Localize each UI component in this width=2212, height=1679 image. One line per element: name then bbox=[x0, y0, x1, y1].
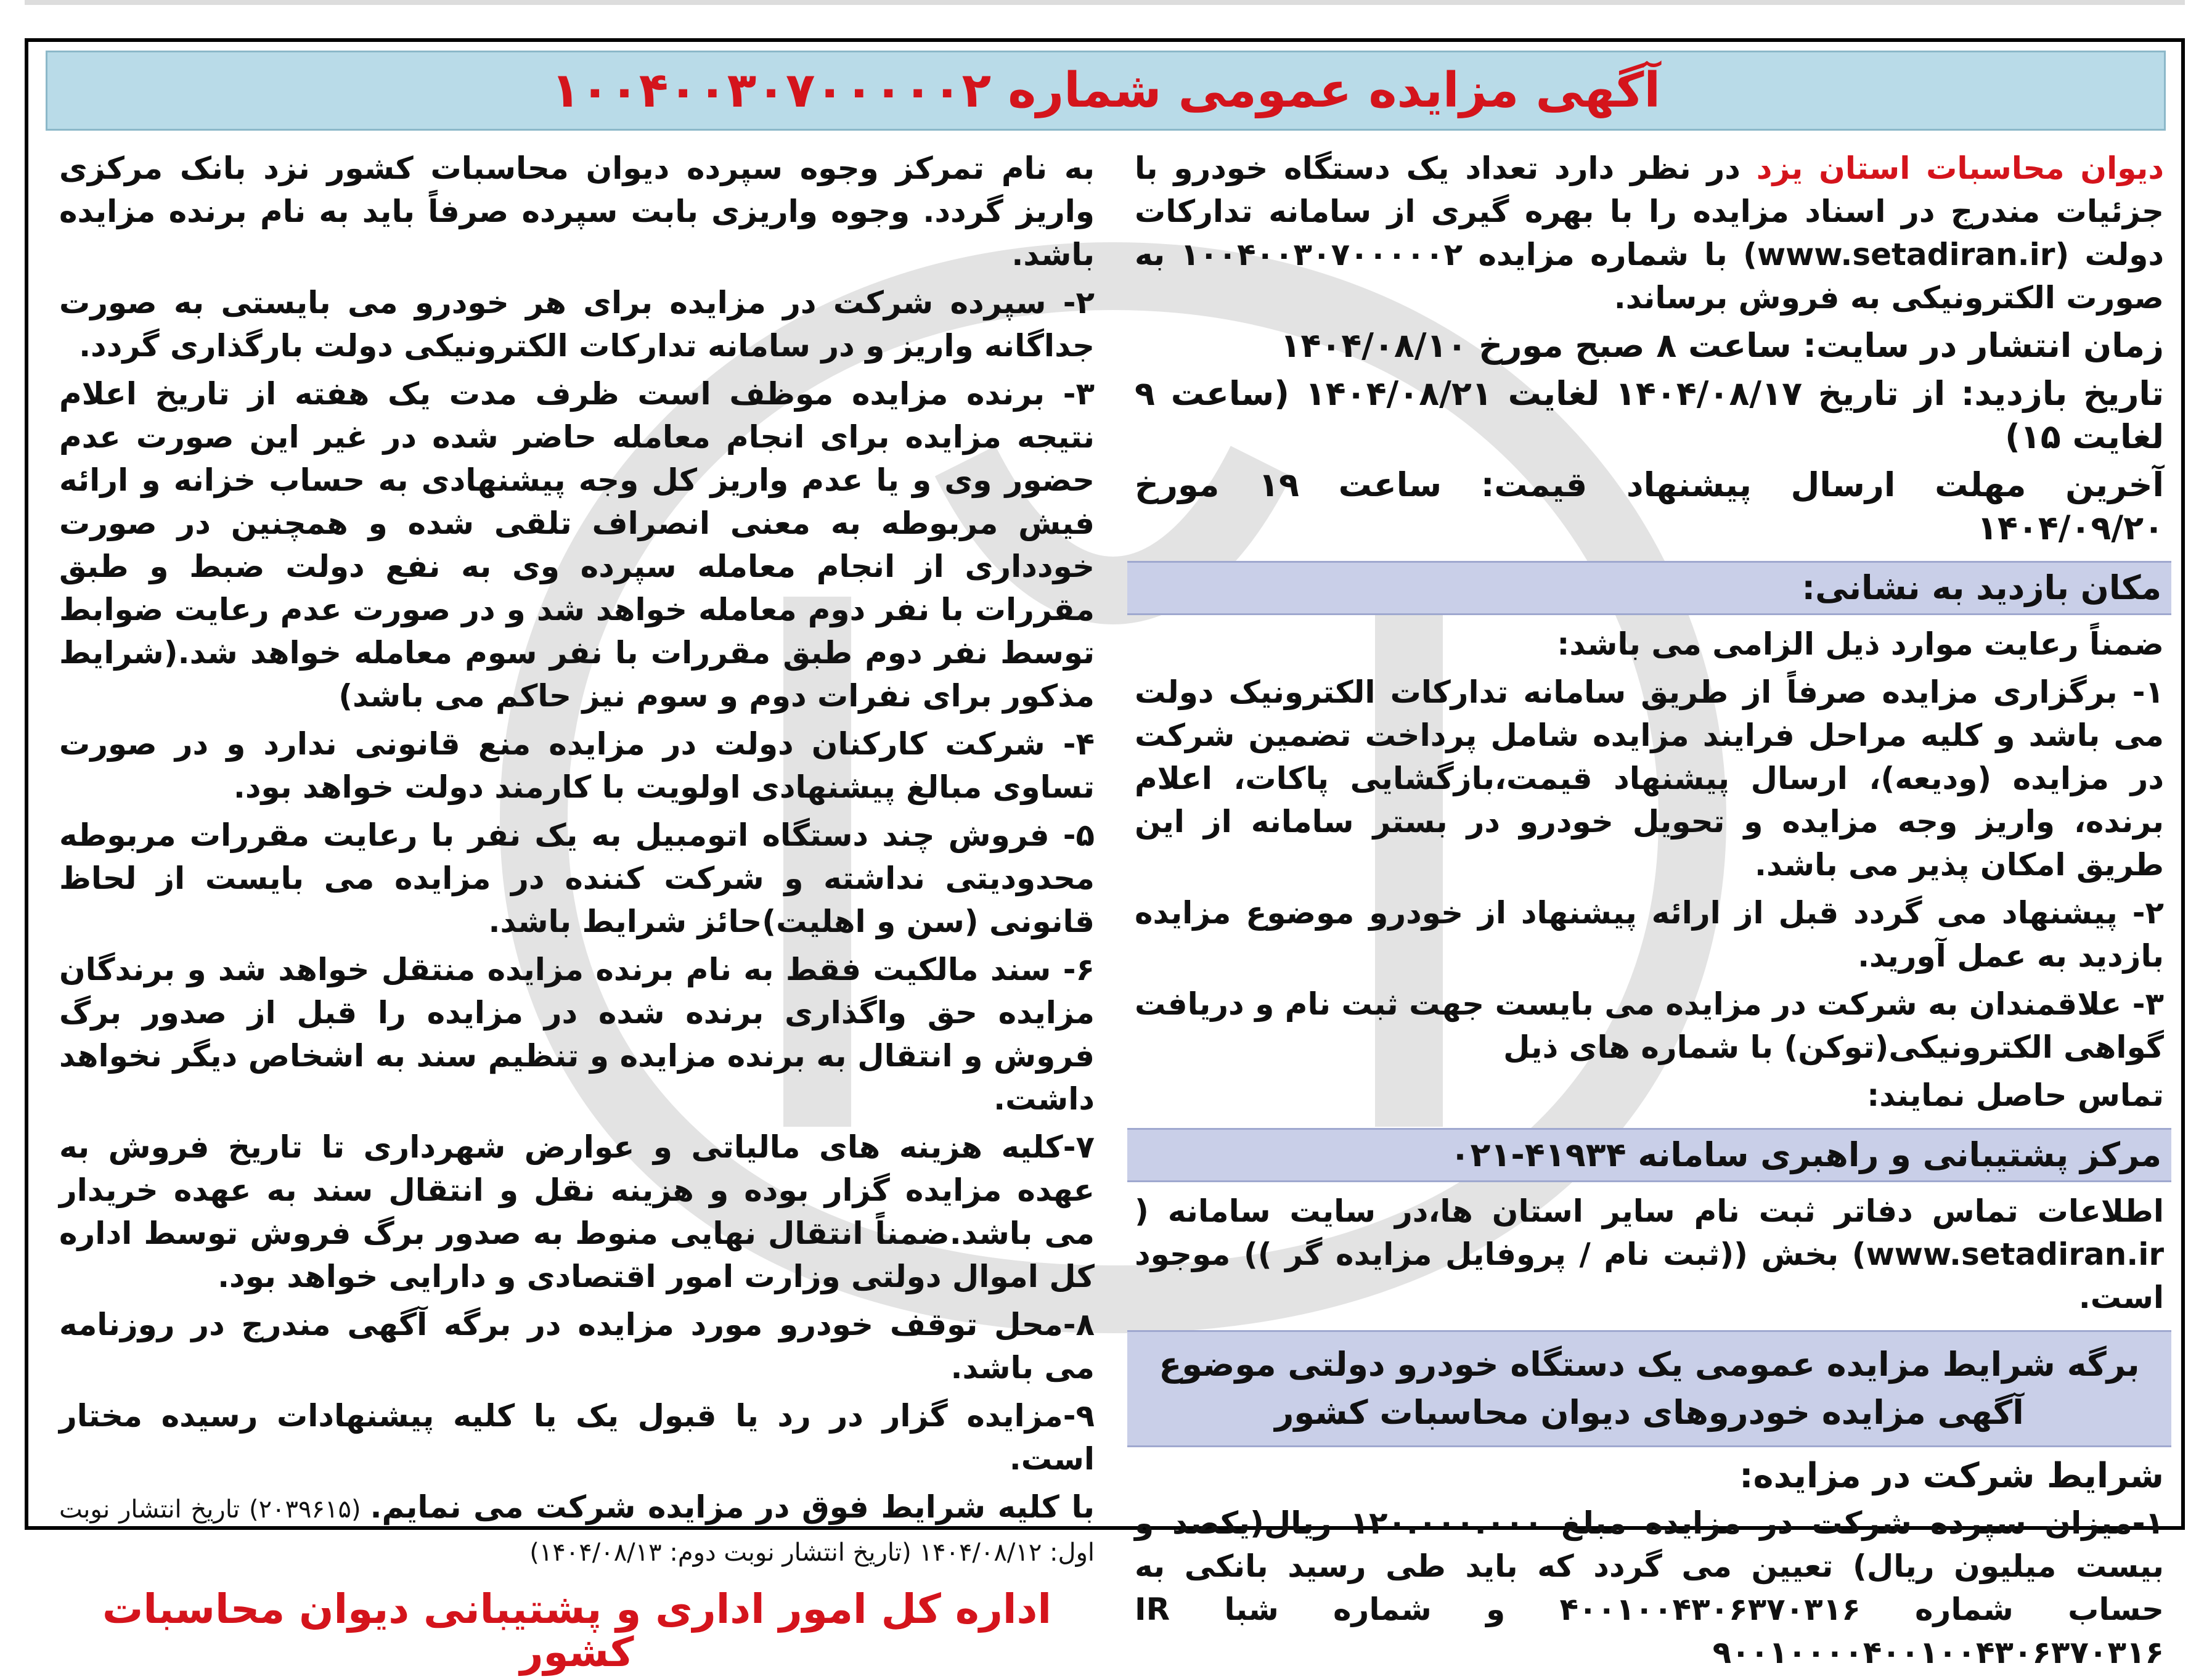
left-column bbox=[59, 147, 1095, 1674]
conditions-heading: شرایط شرکت در مزایده: bbox=[1739, 1456, 2164, 1496]
visit-date bbox=[1135, 372, 2164, 459]
closing-statement bbox=[59, 1485, 1095, 1572]
intro-org: دیوان محاسبات استان یزد bbox=[1756, 150, 2164, 186]
condition-item-4: ۴- شرکت کارکنان دولت در مزایده منع قانونی ندارد و در صورت تساوی مبالغ پیشنهادی اولویت با کارمند دولت خواهد بود. bbox=[59, 726, 1095, 805]
support-band: مرکز پشتیبانی و راهبری سامانه ۴۱۹۳۴-۰۲۱ bbox=[1127, 1128, 2171, 1182]
notice-frame bbox=[25, 38, 2185, 1676]
deadline bbox=[1135, 464, 2164, 550]
publish-note-1: (۲۰۳۹۶۱۵) تاریخ انتشار نوبت اول: ۱۴۰۴/۰۸/۱۲ bbox=[59, 1495, 1095, 1567]
condition-item-6: ۶- سند مالکیت فقط به نام برنده مزایده منتقل خواهد شد و برندگان مزایده حق واگذاری برنده شده در مزایده را قبل از صدور برگ فروش و انتقال به برنده مزایده و تنظیم سند به اشخاص دیگر نخواهد داشت. bbox=[59, 952, 1095, 1117]
condition-item-3: ۳- برنده مزایده موظف است ظرف مدت یک هفته از تاریخ اعلام نتیجه مزایده برای انجام معامله حاضر شده در غیر این صورت عدم حضور وی و یا عدم واریز کل وجه پیشنهادی به حساب خزانه و ارائه فیش مربوطه به معنی انصراف تلقی شده و همچنین در صورت خودداری از انجام معامله سپرده وی به نفع دولت ضبط و طبق مقررات با نفر دوم معامله خواهد شد و در صورت عدم رعایت ضوابط توسط نفر دوم طبق مقررات با نفر سوم معامله خواهد شد.(شرایط مذکور برای نفرات دوم و سوم نیز حاکم می باشد) bbox=[59, 376, 1095, 714]
condition-item-1-cont: به نام تمرکز وجوه سپرده دیوان محاسبات کشور نزد بانک مرکزی واریز گردد. وجوه واریزی بابت سپرده صرفاً باید به نام برنده مزایده باشد. bbox=[59, 150, 1095, 272]
closing-text: با کلیه شرایط فوق در مزایده شرکت می نمایم. bbox=[370, 1489, 1095, 1525]
publish-value: ساعت ۸ صبح مورخ ۱۴۰۴/۰۸/۱۰ bbox=[1280, 326, 1803, 365]
right-column bbox=[1135, 147, 2164, 1679]
deadline-value: ساعت ۱۹ مورخ ۱۴۰۴/۰۹/۲۰ bbox=[1135, 465, 2164, 547]
info-site-link[interactable]: www.setadiran.ir bbox=[1866, 1236, 2164, 1272]
intro-text-2: با جزئیات مندرج در اسناد مزایده را با بهره گیری از سامانه تدارکات دولت ( bbox=[1135, 150, 2164, 272]
signature-line: اداره کل امور اداری و پشتیبانی دیوان محاسبات کشور bbox=[102, 1585, 1051, 1676]
intro-text-3: ) با شماره مزایده ۱۰۰۴۰۰۳۰۷۰۰۰۰۰۲ به صورت الکترونیکی به فروش برساند. bbox=[1135, 237, 2164, 316]
condition-item-2: ۲- سپرده شرکت در مزایده برای هر خودرو می بایستی به صورت جداگانه واریز و در سامانه تدارکات الکترونیکی دولت بارگذاری گردد. bbox=[59, 285, 1095, 364]
rule-item-1: ۱- برگزاری مزایده صرفاً از طریق سامانه تدارکات الکترونیک دولت می باشد و کلیه مراحل فرایند مزایده شامل پرداخت تضمین شرکت در مزایده (ودیعه)، ارسال پیشنهاد قیمت،بازگشایی پاکات، اعلام برنده، واریز وجه مزایده و تحویل خودرو در بستر سامانه از این طریق امکان پذیر می باشد. bbox=[1135, 674, 2164, 883]
notice-title: آگهی مزایده عمومی شماره ۱۰۰۴۰۰۳۰۷۰۰۰۰۰۲ bbox=[550, 63, 1661, 118]
deadline-label: آخرین مهلت ارسال پیشنهاد قیمت: bbox=[1480, 465, 2165, 504]
intro-paragraph bbox=[1135, 147, 2164, 319]
condition-item-9: ۹-مزایده گزار در رد یا قبول یک یا کلیه پیشنهادات رسیده مختار است. bbox=[59, 1398, 1095, 1477]
info-paragraph bbox=[1135, 1190, 2164, 1319]
condition-item-1: ۱-میزان سپرده شرکت در مزایده مبلغ ۱۲۰.۰۰۰.۰۰۰ ریال(یکصد و بیست میلیون ریال) تعیین می گردد که باید طی رسید بانکی به حساب شماره ۴۰۰۱۰۰۴۳۰۶۳۷۰۳۱۶ و شماره شبا IR ۹۰۰۱۰۰۰۰۴۰۰۱۰۰۴۳۰۶۳۷۰۳۱۶ bbox=[1135, 1505, 2165, 1670]
publish-label: زمان انتشار در سایت: bbox=[1803, 326, 2164, 365]
also-note: ضمناً رعایت موارد ذیل الزامی می باشد: bbox=[1557, 626, 2164, 662]
notice-title-bar bbox=[46, 51, 2166, 131]
visit-value: از تاریخ ۱۴۰۴/۰۸/۱۷ لغایت ۱۴۰۴/۰۸/۲۱ (ساعت ۹ لغایت ۱۵) bbox=[1135, 374, 2164, 456]
rule-item-2: ۲- پیشنهاد می گردد قبل از ارائه پیشنهاد از خودرو موضوع مزایده بازدید به عمل آورید. bbox=[1135, 895, 2164, 974]
rule-item-3: ۳- علاقمندان به شرکت در مزایده می بایست جهت ثبت نام و دریافت گواهی الکترونیکی(توکن) با شماره های ذیل bbox=[1135, 986, 2164, 1065]
condition-item-7: ۷-کلیه هزینه های مالیاتی و عوارض شهرداری تا تاریخ فروش به عهده مزایده گزار بوده و هزینه نقل و انتقال سند به عهده خریدار می باشد.ضمناً انتقال نهایی منوط به صدور برگ فروش توسط اداره کل اموال دولتی وزارت امور اقتصادی و دارایی خواهد بود. bbox=[59, 1129, 1095, 1294]
page-top-strip bbox=[0, 0, 2212, 5]
conditions-band: برگه شرایط مزایده عمومی یک دستگاه خودرو دولتی موضوع آگهی مزایده خودروهای دیوان محاسبات کشور bbox=[1127, 1330, 2171, 1447]
visit-label: تاریخ بازدید: bbox=[1961, 374, 2164, 413]
condition-item-8: ۸-محل توقف خودرو مورد مزایده در برگه آگهی مندرج در روزنامه می باشد. bbox=[59, 1307, 1095, 1386]
place-band: مکان بازدید به نشانی: bbox=[1127, 561, 2171, 615]
publish-time bbox=[1135, 324, 2164, 367]
condition-item-5: ۵- فروش چند دستگاه اتومبیل به یک نفر با رعایت مقررات مربوطه محدودیتی نداشته و شرکت کننده در مزایده می بایست از لحاظ قانونی (سن و اهلیت)حائز شرایط باشد. bbox=[59, 817, 1095, 939]
info-text-1: اطلاعات تماس دفاتر ثبت نام سایر استان ها،در سایت سامانه ( bbox=[1135, 1193, 2164, 1229]
intro-text-1: در نظر دارد تعداد bbox=[1449, 150, 1757, 186]
publish-note-2: (تاریخ انتشار نوبت دوم: ۱۴۰۴/۰۸/۱۳) bbox=[529, 1538, 920, 1567]
info-text-2: ) بخش ((ثبت نام / پروفایل مزایده گر )) موجود است. bbox=[1135, 1236, 2164, 1315]
contact-note: تماس حاصل نمایند: bbox=[1867, 1077, 2164, 1113]
intro-item: یک دستگاه خودرو bbox=[1173, 150, 1450, 186]
setad-site-link[interactable]: www.setadiran.ir bbox=[1757, 237, 2055, 272]
